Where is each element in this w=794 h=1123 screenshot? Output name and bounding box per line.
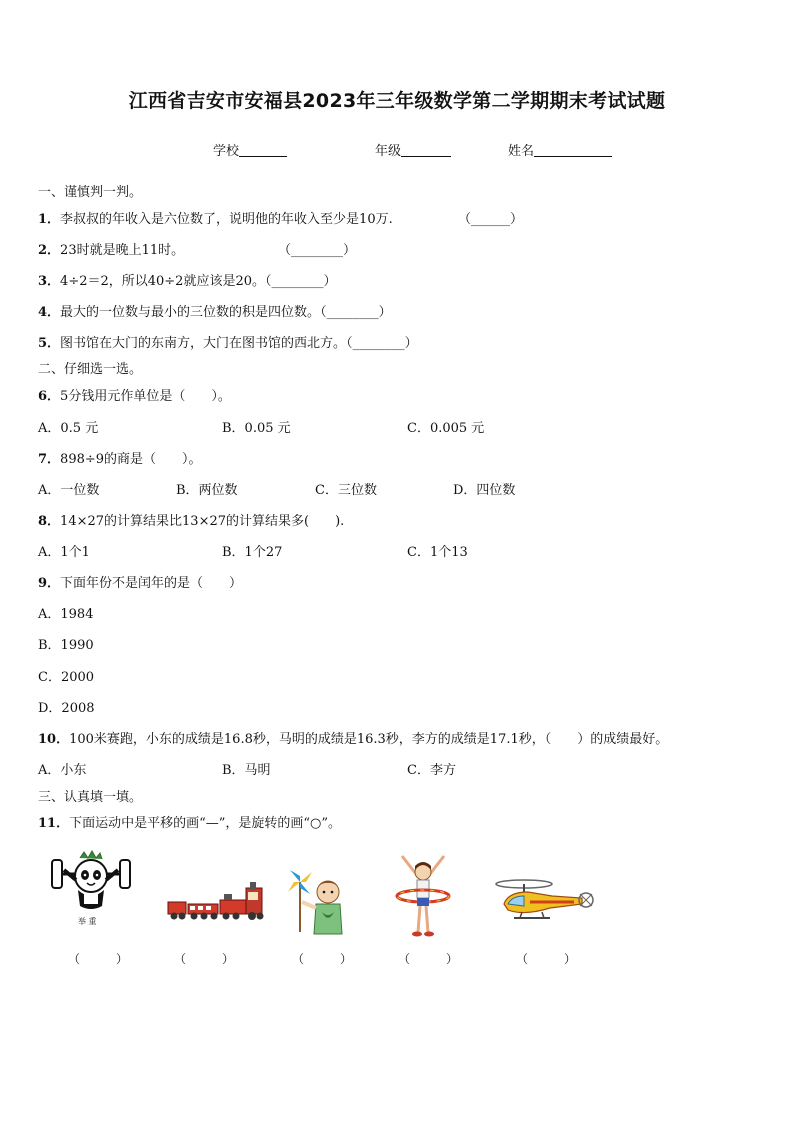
girl-hula-hoop-picture: [388, 852, 458, 942]
school-blank[interactable]: [239, 143, 287, 157]
toy-train-picture: [164, 878, 268, 924]
grade-field: [375, 140, 451, 159]
question-11: 11．下面运动中是平移的画“—”，是旋转的画“○”。: [38, 816, 342, 831]
weightlifting-panda-picture: [48, 850, 134, 932]
q8-option-a[interactable]: A．1个1: [38, 545, 90, 560]
q7-option-c[interactable]: C．三位数: [315, 483, 377, 498]
name-label: 姓名: [508, 144, 535, 159]
q7-option-b[interactable]: B．两位数: [176, 483, 238, 498]
school-field: [213, 140, 287, 159]
q9-option-c[interactable]: C．2000: [38, 670, 95, 685]
section-judge-heading: 一、谨慎判一判。: [38, 185, 143, 200]
q9-option-d[interactable]: D．2008: [38, 701, 95, 716]
question-2: 2．23时就是晚上11时。: [38, 243, 185, 258]
picture-answer-1[interactable]: （ ）: [68, 952, 129, 966]
answer-paren-2[interactable]: （________）: [278, 243, 357, 258]
question-9: 9．下面年份不是闰年的是（ ）: [38, 576, 243, 591]
q10-option-a[interactable]: A．小东: [38, 763, 87, 778]
answer-paren-4[interactable]: （________）: [320, 305, 392, 320]
picture-answer-3[interactable]: （ ）: [292, 952, 353, 966]
q9-option-a[interactable]: A．1984: [38, 607, 94, 622]
section-fill-heading: 三、认真填一填。: [38, 790, 143, 805]
answer-paren-1[interactable]: （______）: [458, 212, 524, 227]
question-5: 5．图书馆在大门的东南方，大门在图书馆的西北方。（________）: [38, 336, 418, 351]
question-8: 8．14×27的计算结果比13×27的计算结果多( ).: [38, 514, 345, 529]
q10-option-b[interactable]: B．马明: [222, 763, 271, 778]
picture-answer-2[interactable]: （ ）: [174, 952, 235, 966]
question-1: 1．李叔叔的年收入是六位数了，说明他的年收入至少是10万.: [38, 212, 393, 227]
q6-option-b[interactable]: B．0.05 元: [222, 421, 291, 436]
helicopter-picture: [494, 876, 598, 928]
answer-paren-5[interactable]: （________）: [346, 336, 418, 351]
question-10: 10．100米赛跑，小东的成绩是16.8秒，马明的成绩是16.3秒，李方的成绩是17.1秒，（ ）的成绩最好。: [38, 732, 669, 747]
q10-option-c[interactable]: C．李方: [407, 763, 456, 778]
picture-answer-5[interactable]: （ ）: [516, 952, 577, 966]
school-label: 学校: [213, 144, 240, 159]
grade-label: 年级: [375, 144, 402, 159]
page-title: 江西省吉安市安福县2023年三年级数学第二学期期末考试试题: [128, 90, 666, 112]
question-7: 7．898÷9的商是（ ）。: [38, 452, 202, 467]
q6-option-c[interactable]: C．0.005 元: [407, 421, 485, 436]
q6-option-a[interactable]: A．0.5 元: [38, 421, 99, 436]
q9-option-b[interactable]: B．1990: [38, 638, 94, 653]
question-4: 4．最大的一位数与最小的三位数的积是四位数。（________）: [38, 305, 392, 320]
picture-answer-4[interactable]: （ ）: [398, 952, 459, 966]
question-6: 6．5分钱用元作单位是（ ）。: [38, 389, 231, 404]
name-field: [508, 140, 612, 159]
picture-caption: 举 重: [78, 917, 97, 926]
q7-option-d[interactable]: D．四位数: [453, 483, 516, 498]
q7-option-a[interactable]: A．一位数: [38, 483, 100, 498]
grade-blank[interactable]: [401, 143, 451, 157]
name-blank[interactable]: [534, 143, 612, 157]
q8-option-b[interactable]: B．1个27: [222, 545, 283, 560]
q8-option-c[interactable]: C．1个13: [407, 545, 468, 560]
boy-with-pinwheel-picture: [284, 862, 352, 942]
question-3: 3．4÷2＝2，所以40÷2就应该是20。（________）: [38, 274, 337, 289]
answer-paren-3[interactable]: （________）: [265, 274, 337, 289]
section-choice-heading: 二、仔细选一选。: [38, 362, 143, 377]
